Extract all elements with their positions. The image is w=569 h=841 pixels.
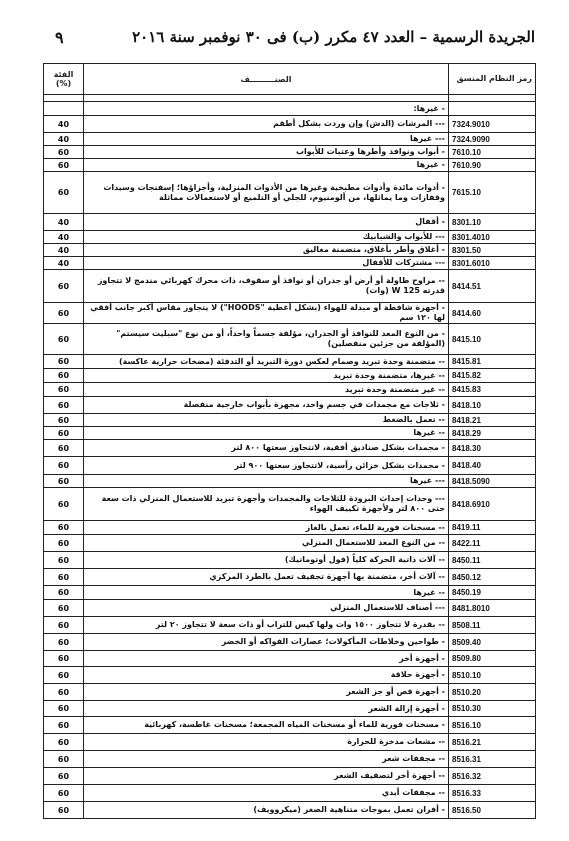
hs-code-cell: 7324.9090 <box>449 133 536 146</box>
table-row <box>44 440 536 457</box>
hs-code-cell: 7610.10 <box>449 146 536 159</box>
table-row <box>44 116 536 133</box>
description-cell: - أجهزة أخر <box>84 651 449 667</box>
table-header-row <box>44 64 536 95</box>
rate-cell: 60 <box>44 569 84 586</box>
hs-code-cell: 8422.11 <box>449 535 536 552</box>
description-cell: -- مجففات أيدي <box>84 785 449 802</box>
description-cell: -- تعمل بالضغط <box>84 414 449 427</box>
rate-cell: 60 <box>44 303 84 324</box>
description-cell: - أجهزة حلاقة <box>84 667 449 684</box>
table-row <box>44 270 536 303</box>
description-cell: --- مشتركات للأقفال <box>84 257 449 270</box>
rate-cell: 60 <box>44 802 84 819</box>
rate-cell: 60 <box>44 667 84 684</box>
hs-code-cell: 8418.29 <box>449 427 536 440</box>
table-row <box>44 244 536 257</box>
hs-code-cell: 8516.32 <box>449 768 536 785</box>
page-number: ٩ <box>55 28 64 47</box>
hs-code-cell: 8516.10 <box>449 717 536 734</box>
table-row <box>44 102 536 116</box>
hs-code-cell: 8418.40 <box>449 457 536 475</box>
description-cell: --- غيرها <box>84 475 449 488</box>
description-cell: -- بقدرة لا تتجاوز ١٥٠٠ وات ولها كيس للتراب أو ذات سعة لا تتجاوز ٢٠ لتر <box>84 617 449 634</box>
description-cell: -- أجهزة أخر لتصفيف الشعر <box>84 768 449 785</box>
hs-code-cell: 8301.10 <box>449 214 536 231</box>
hs-code-cell: 8418.6910 <box>449 488 536 521</box>
rate-column-header: الفئة (%) <box>44 64 84 95</box>
description-cell: - غيرها <box>84 159 449 172</box>
table-row <box>44 146 536 159</box>
description-cell: -- غيرها <box>84 586 449 600</box>
rate-cell: 60 <box>44 488 84 521</box>
rate-cell: 40 <box>44 244 84 257</box>
table-row <box>44 600 536 617</box>
rate-cell: 60 <box>44 734 84 751</box>
description-cell: - أبواب ونوافذ وأطرها وعتبات للأبواب <box>84 146 449 159</box>
description-cell: - أفران تعمل بموجات متناهية الصغر (ميكروويف) <box>84 802 449 819</box>
rate-cell: 60 <box>44 414 84 427</box>
description-cell: -- غيرها، متضمنة وحدة تبريد <box>84 369 449 383</box>
hs-code-cell: 8415.83 <box>449 383 536 397</box>
description-cell <box>84 95 449 102</box>
rate-cell: 40 <box>44 257 84 270</box>
hs-code-cell: 8516.31 <box>449 751 536 768</box>
description-cell: - أدوات مائدة وأدوات مطبخية وغيرها من الأدوات المنزلية، وأجزاؤها؛ إسفنجات وسيدات وقفازات وما يماثلها، من ألومنيوم، للجلي أو التلميع أو لاستعمالات مماثلة <box>84 172 449 214</box>
description-cell: - غيرها: <box>84 102 449 116</box>
table-row <box>44 457 536 475</box>
hs-code-cell: 8509.80 <box>449 651 536 667</box>
table-row <box>44 717 536 734</box>
description-cell: -- غيرها <box>84 427 449 440</box>
rate-cell: 60 <box>44 172 84 214</box>
table-row <box>44 634 536 651</box>
hs-code-cell: 8418.21 <box>449 414 536 427</box>
description-cell: -- مسخنات فورية للماء، تعمل بالغاز <box>84 521 449 535</box>
rate-cell: 60 <box>44 717 84 734</box>
table-row <box>44 535 536 552</box>
description-cell: -- آلات أخر، متضمنة بها أجهزة تجفيف تعمل بالطرد المركزي <box>84 569 449 586</box>
table-row <box>44 159 536 172</box>
description-cell: - أجهزة قص أو جز الشعر <box>84 684 449 701</box>
rate-cell: 60 <box>44 159 84 172</box>
description-cell: - ثلاجات مع مجمدات في جسم واحد، مجهزة بأبواب خارجية منفصلة <box>84 397 449 414</box>
table-row <box>44 569 536 586</box>
hs-code-cell: 8450.12 <box>449 569 536 586</box>
rate-cell: 60 <box>44 475 84 488</box>
hs-code-cell: 8414.51 <box>449 270 536 303</box>
table-row <box>44 414 536 427</box>
gazette-title: الجريدة الرسمية – العدد ٤٧ مكرر (ب) فى ٣٠ نوفمبر سنة ٢٠١٦ <box>132 28 535 46</box>
hs-code-cell: 8418.5090 <box>449 475 536 488</box>
description-cell: - من النوع المعد للنوافذ أو الجدران، مؤلفة جسماً واحداً، أو من نوع "سبليت سيستم" (المؤلفة من جزئين منفصلين) <box>84 324 449 355</box>
description-cell: --- المرشات (الدش) وإن وردت بشكل أطقم <box>84 116 449 133</box>
hs-code-cell: 8509.40 <box>449 634 536 651</box>
table-row <box>44 586 536 600</box>
hs-code-cell: 8510.20 <box>449 684 536 701</box>
description-cell: - مجمدات بشكل خزائن رأسية، لاتتجاوز سعتها ٩٠٠ لتر <box>84 457 449 475</box>
table-row <box>44 488 536 521</box>
table-row <box>44 324 536 355</box>
description-cell: - أغلاق وأطر بأغلاق، متضمنة مغاليق <box>84 244 449 257</box>
hs-code-cell <box>449 95 536 102</box>
rate-cell: 60 <box>44 521 84 535</box>
table-row <box>44 475 536 488</box>
rate-cell: 60 <box>44 684 84 701</box>
rate-cell: 60 <box>44 651 84 667</box>
hs-code-cell: 8516.21 <box>449 734 536 751</box>
hs-code-cell: 8415.82 <box>449 369 536 383</box>
hs-code-cell: 8301.4010 <box>449 231 536 244</box>
description-cell: -- آلات ذاتية الحركة كلياً (فول أوتوماتيك) <box>84 552 449 569</box>
hs-code-cell: 8418.10 <box>449 397 536 414</box>
rate-cell: 40 <box>44 116 84 133</box>
tariff-table <box>43 63 536 819</box>
hs-code-cell: 8450.19 <box>449 586 536 600</box>
rate-cell: 60 <box>44 457 84 475</box>
code-column-header: رمز النظام المنسق <box>449 64 536 95</box>
description-cell: - مسخنات فورية للماء أو مسخنات المياه المجمعة؛ مسخنات غاطسة، كهربائية <box>84 717 449 734</box>
rate-cell: 60 <box>44 427 84 440</box>
hs-code-cell: 8510.10 <box>449 667 536 684</box>
description-cell: - مجمدات بشكل صناديق أفقية، لاتتجاوز سعتها ٨٠٠ لتر <box>84 440 449 457</box>
rate-cell: 60 <box>44 146 84 159</box>
table-row <box>44 369 536 383</box>
hs-code-cell: 8510.30 <box>449 701 536 717</box>
hs-code-cell: 8508.11 <box>449 617 536 634</box>
table-row <box>44 785 536 802</box>
hs-code-cell: 8418.30 <box>449 440 536 457</box>
rate-cell: 60 <box>44 535 84 552</box>
rate-cell: 60 <box>44 397 84 414</box>
description-cell: --- غيرها <box>84 133 449 146</box>
table-row <box>44 95 536 102</box>
table-row <box>44 257 536 270</box>
description-column-header: الصنـــــــــف <box>84 64 449 95</box>
hs-code-cell: 8301.6010 <box>449 257 536 270</box>
hs-code-cell <box>449 102 536 116</box>
table-row <box>44 734 536 751</box>
table-row <box>44 617 536 634</box>
hs-code-cell: 8481.8010 <box>449 600 536 617</box>
table-row <box>44 214 536 231</box>
hs-code-cell: 8419.11 <box>449 521 536 535</box>
description-cell: - أجهزة إزالة الشعر <box>84 701 449 717</box>
description-cell: --- وحدات إحداث البرودة للثلاجات والمجمدات وأجهزة تبريد للاستعمال المنزلي ذات سعة حتى ٨٠٠ لتر ولأجهزة تكييف الهواء <box>84 488 449 521</box>
rate-cell: 40 <box>44 214 84 231</box>
table-row <box>44 172 536 214</box>
rate-cell: 60 <box>44 324 84 355</box>
table-row <box>44 667 536 684</box>
table-row <box>44 355 536 369</box>
table-row <box>44 701 536 717</box>
hs-code-cell: 8415.81 <box>449 355 536 369</box>
table-row <box>44 397 536 414</box>
page-header <box>55 28 535 54</box>
rate-cell: 60 <box>44 440 84 457</box>
hs-code-cell: 8516.50 <box>449 802 536 819</box>
table-row <box>44 802 536 819</box>
table-row <box>44 768 536 785</box>
rate-cell: 60 <box>44 701 84 717</box>
table-row <box>44 303 536 324</box>
table-row <box>44 427 536 440</box>
rate-cell: 60 <box>44 369 84 383</box>
table-row <box>44 383 536 397</box>
hs-code-cell: 8414.60 <box>449 303 536 324</box>
rate-cell: 60 <box>44 383 84 397</box>
rate-cell <box>44 95 84 102</box>
description-cell: -- غير متضمنة وحدة تبريد <box>84 383 449 397</box>
rate-cell: 60 <box>44 768 84 785</box>
description-cell: -- متضمنة وحدة تبريد وصمام لعكس دورة التبريد أو التدفئة (مضخات حرارية عاكسة) <box>84 355 449 369</box>
rate-cell: 60 <box>44 355 84 369</box>
rate-cell: 60 <box>44 617 84 634</box>
rate-cell: 60 <box>44 751 84 768</box>
description-cell: - أجهزة شافطة أو مبدلة للهواء (بشكل أغطية "HOODS") لا يتجاوز مقاس أكبر جانب أفقي لها ١٢٠ سم <box>84 303 449 324</box>
rate-cell: 60 <box>44 634 84 651</box>
hs-code-cell: 8301.50 <box>449 244 536 257</box>
rate-cell: 40 <box>44 231 84 244</box>
description-cell: -- من النوع المعد للاستعمال المنزلي <box>84 535 449 552</box>
hs-code-cell: 8516.33 <box>449 785 536 802</box>
description-cell: - أقفال <box>84 214 449 231</box>
table-row <box>44 751 536 768</box>
description-cell: --- للأبواب والشبابيك <box>84 231 449 244</box>
description-cell: --- أصناف للاستعمال المنزلي <box>84 600 449 617</box>
description-cell: - طواحين وخلاطات المأكولات؛ عصارات الفواكه أو الخضر <box>84 634 449 651</box>
rate-cell: 60 <box>44 586 84 600</box>
table-row <box>44 133 536 146</box>
hs-code-cell: 7615.10 <box>449 172 536 214</box>
description-cell: -- مراوح طاولة أو أرض أو جدران أو نوافذ أو سقوف، ذات محرك كهربائي مندمج لا تتجاوز قدرته W 125 (وات) <box>84 270 449 303</box>
hs-code-cell: 8450.11 <box>449 552 536 569</box>
rate-cell <box>44 102 84 116</box>
rate-cell: 40 <box>44 133 84 146</box>
rate-cell: 60 <box>44 600 84 617</box>
rate-cell: 60 <box>44 270 84 303</box>
rate-cell: 60 <box>44 552 84 569</box>
table-row <box>44 651 536 667</box>
hs-code-cell: 8415.10 <box>449 324 536 355</box>
description-cell: -- مشعات مدخرة للحرارة <box>84 734 449 751</box>
description-cell: -- مجففات شعر <box>84 751 449 768</box>
hs-code-cell: 7610.90 <box>449 159 536 172</box>
table-row <box>44 521 536 535</box>
table-row <box>44 552 536 569</box>
hs-code-cell: 7324.9010 <box>449 116 536 133</box>
table-row <box>44 684 536 701</box>
rate-cell: 60 <box>44 785 84 802</box>
table-row <box>44 231 536 244</box>
